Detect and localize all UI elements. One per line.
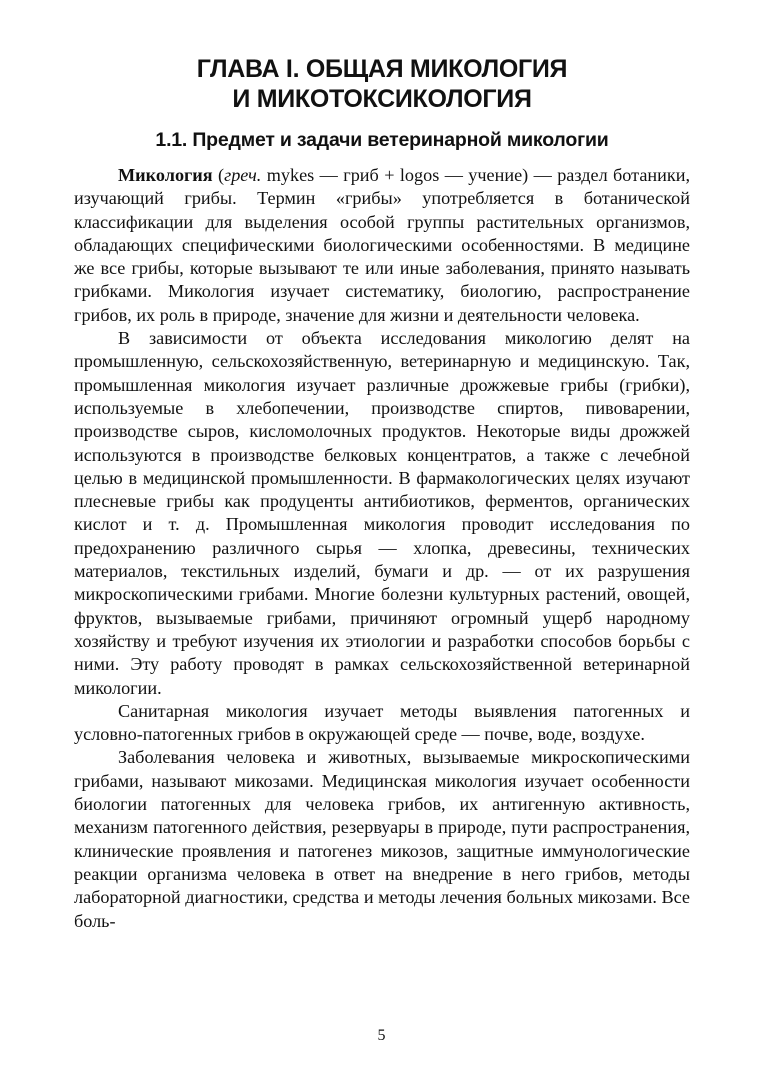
language-abbreviation: греч. — [224, 165, 262, 185]
paragraph-definition-text: mykes — гриб + logos — учение) — раздел ботаники, изучающий грибы. Термин «грибы» употребляется в ботанической классификации для выделения особой группы растительных организмов, обладающих специфическими биологическими особенностями. В медицине же все грибы, которые вызывают те или иные заболевания, принято называть грибками. Микология изучает систематику, биологию, распространение грибов, их роль в природе, значение для жизни и деятельности человека. — [74, 165, 690, 325]
page-number: 5 — [377, 1027, 386, 1044]
paren-open: ( — [212, 165, 225, 185]
term-mycology: Микология — [118, 165, 213, 185]
paragraph-definition — [74, 164, 690, 327]
paragraph-sanitary: Санитарная микология изучает методы выявления патогенных и условно-патогенных грибов в окружающей среде — почве, воде, воздухе. — [74, 700, 690, 745]
paragraph-classification: В зависимости от объекта исследования микологию делят на промышленную, сельскохозяйственную, ветеринарную и медицинскую. Так, промышленная микология изучает различные дрожжевые грибы (грибки), используемые в хлебопечении, производстве спиртов, пивоварении, производстве сыров, кисломолочных продуктов. Некоторые виды дрожжей используются в производстве белковых концентратов, а также с лечебной целью в медицинской промышленности. В фармакологических целях изучают плесневые грибы как продуценты антибиотиков, ферментов, органических кислот и т. д. Промышленная микология проводит исследования по предохранению различного сырья — хлопка, древесины, технических материалов, текстильных изделий, бумаги и др. — от их разрушения микроскопическими грибами. Многие болезни культурных растений, овощей, фруктов, вызываемые грибами, причиняют огромный ущерб народному хозяйству и требуют изучения их этиологии и разработки способов борьбы с ними. Эту работу проводят в рамках сельскохозяйственной ветеринарной микологии. — [74, 328, 690, 698]
paragraph-medical: Заболевания человека и животных, вызываемые микроскопическими грибами, называют микозами. Медицинская микология изучает особенности биологии патогенных для человека грибов, их антигенную активность, механизм патогенного действия, резервуары в природе, пути распространения, клинические проявления и патогенез микозов, защитные иммунологические реакции организма человека в ответ на внедрение в него грибов, методы лабораторной диагностики, средства и методы лечения больных микозами. Все боль- — [74, 747, 690, 931]
chapter-title-line-2: И МИКОТОКСИКОЛОГИЯ — [232, 85, 532, 113]
chapter-title — [74, 54, 690, 114]
page-content — [74, 54, 690, 933]
chapter-title-line-1: ГЛАВА I. ОБЩАЯ МИКОЛОГИЯ — [196, 55, 568, 83]
section-title: 1.1. Предмет и задачи ветеринарной микологии — [155, 129, 609, 151]
